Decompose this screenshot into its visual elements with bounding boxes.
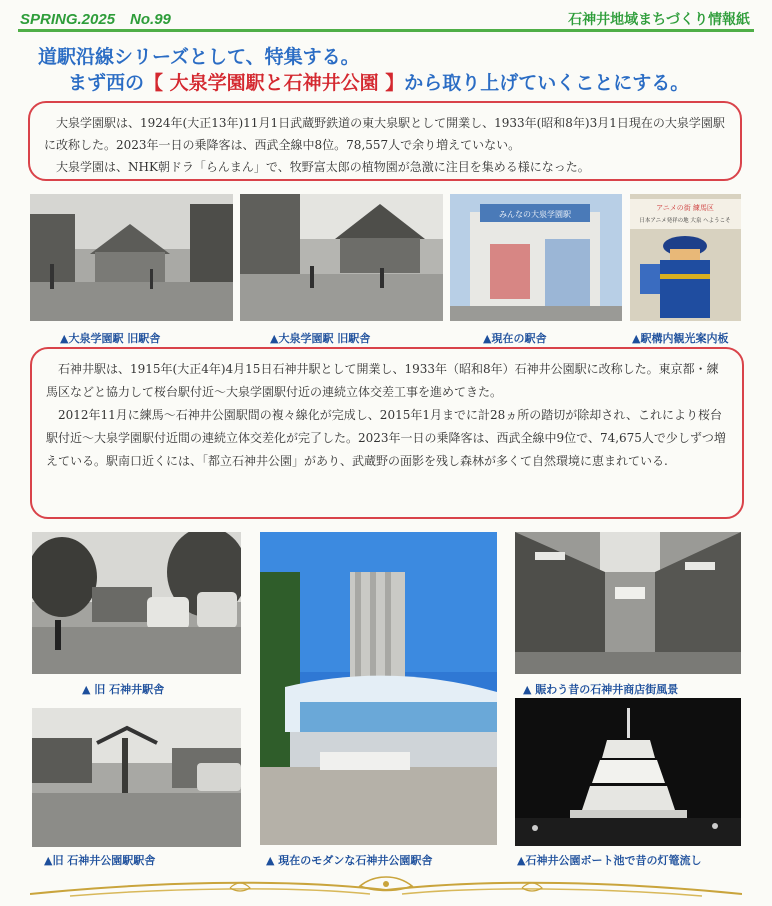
station-sign-text: みんなの大泉学園駅: [499, 210, 571, 219]
headline-line-2-pre: まず西の: [68, 72, 145, 94]
issue-label: SPRING.2025 No.99: [20, 11, 171, 28]
photo-oizumi-current-station: [450, 194, 622, 321]
oizumi-paragraph-2: 大泉学園は、NHK朝ドラ「らんまん」で、牧野富太郎の植物園が急激に注目を集める様になった。: [56, 160, 590, 174]
photo-lantern-floating-boat-pond: [515, 698, 741, 846]
board-title-text: アニメの街 練馬区: [656, 204, 714, 212]
board-sub-text: 日本アニメ発祥の地 大泉 へようこそ: [639, 218, 731, 224]
photo-old-shakujii-shopping-street: [515, 532, 741, 674]
photo-oizumi-old-station-2: [240, 194, 443, 321]
oizumi-text-box: [28, 101, 742, 181]
caption-modern-shakujii-koen-station: ▲ 現在のモダンな石神井公園駅舎: [266, 854, 433, 867]
caption-oizumi-old-2: ▲大泉学園駅 旧駅舎: [270, 332, 371, 345]
headline-line-2: [68, 68, 689, 95]
caption-old-shopping-street: ▲ 賑わう昔の石神井商店街風景: [523, 683, 679, 696]
shakujii-paragraph-2: 2012年11月に練馬～石神井公園駅間の複々線化が完成し、2015年1月までに計28ヵ所の踏切が除却され、これにより桜台駅付近～大泉学園駅付近間の連続立体交差化が完了した。2023年一日の乗降客は、西武全線中9位で、74,675人で少しずつ増えている。駅南口近くには、「都立石神井公園」があり、武蔵野の面影を残し森林が多くて自然環境に恵まれている.: [46, 408, 726, 468]
photo-old-shakujii-station: [32, 532, 241, 674]
caption-lantern-floating: ▲石神井公園ボート池で昔の灯篭流し: [517, 854, 702, 867]
caption-old-shakujii-koen-station: ▲旧 石神井公園駅駅舎: [44, 854, 156, 867]
headline-line-1: 道駅沿線シリーズとして、特集する。: [38, 46, 360, 68]
shakujii-paragraph-1: 石神井駅は、1915年(大正4年)4月15日石神井駅として開業し、1933年（昭和8年）石神井公園駅に改称した。東京都・練馬区などと協力して桜台駅付近～大泉学園駅付近の連続立体交差工事を進めてきた。: [46, 362, 719, 399]
newsletter-title: 石神井地域まちづくり情報紙: [568, 12, 750, 28]
caption-old-shakujii-station: ▲ 旧 石神井駅舎: [82, 683, 165, 696]
headline-line-2-highlight: 【 大泉学園駅と石神井公園 】: [144, 72, 405, 94]
header-rule: [18, 29, 754, 32]
photo-station-tourist-board: [630, 194, 741, 321]
shakujii-text-box: [30, 347, 744, 519]
photo-modern-shakujii-station: [260, 532, 497, 845]
caption-tourist-board: ▲駅構内観光案内板: [632, 332, 729, 345]
caption-current-station: ▲現在の駅舎: [483, 332, 547, 345]
oizumi-paragraph-1: 大泉学園駅は、1924年(大正13年)11月1日武蔵野鉄道の東大泉駅として開業し、1933年(昭和8年)3月1日現在の大泉学園駅に改称した。2023年一日の乗降客は、西武全線中8位。78,557人で余り増えていない。: [44, 116, 725, 152]
caption-oizumi-old-1: ▲大泉学園駅 旧駅舎: [60, 332, 161, 345]
footer-ornament: [30, 872, 742, 902]
photo-old-shakujii-koen-station: [32, 708, 241, 847]
photo-oizumi-old-station-1: [30, 194, 233, 321]
headline-line-2-post: から取り上げていくことにする。: [404, 72, 690, 94]
